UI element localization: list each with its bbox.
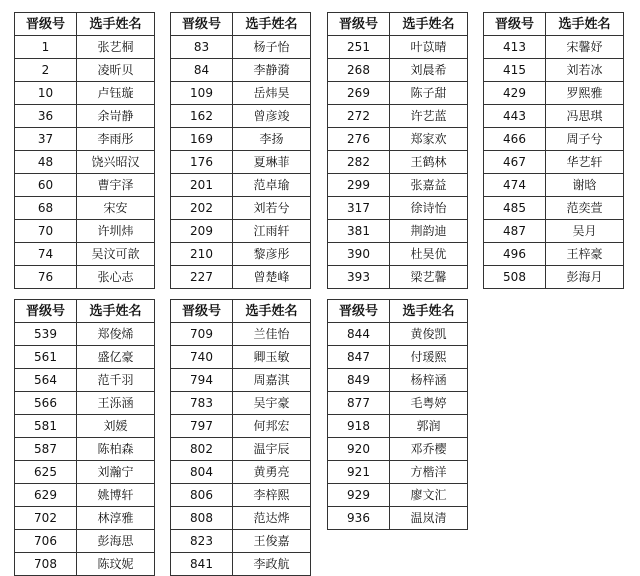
rank-number-cell: 485 bbox=[484, 197, 546, 220]
contestant-name-cell: 黄勇亮 bbox=[233, 461, 311, 484]
contestant-name-cell: 范卓瑜 bbox=[233, 174, 311, 197]
contestant-name-cell: 李扬 bbox=[233, 128, 311, 151]
rank-number-cell: 443 bbox=[484, 105, 546, 128]
contestant-name-cell: 刘若冰 bbox=[546, 59, 624, 82]
rank-number-cell: 269 bbox=[328, 82, 390, 105]
rank-number-cell: 794 bbox=[171, 369, 233, 392]
rank-number-cell: 390 bbox=[328, 243, 390, 266]
table-row bbox=[484, 128, 624, 151]
contestant-name-cell: 谢晗 bbox=[546, 174, 624, 197]
rank-number-cell: 74 bbox=[15, 243, 77, 266]
contestant-name-cell: 兰佳怡 bbox=[233, 323, 311, 346]
rank-number-cell: 877 bbox=[328, 392, 390, 415]
table-row bbox=[15, 59, 155, 82]
contestant-name-cell: 李政航 bbox=[233, 553, 311, 576]
rank-number-cell: 566 bbox=[15, 392, 77, 415]
table-row bbox=[328, 105, 468, 128]
table-row bbox=[328, 415, 468, 438]
rank-number-cell: 209 bbox=[171, 220, 233, 243]
table-row bbox=[171, 36, 311, 59]
contestant-name-cell: 李梓熙 bbox=[233, 484, 311, 507]
table-row bbox=[171, 59, 311, 82]
header-contestant-name: 选手姓名 bbox=[546, 13, 624, 36]
table-row bbox=[15, 530, 155, 553]
rank-number-cell: 76 bbox=[15, 266, 77, 289]
contestant-name-cell: 许圳炜 bbox=[77, 220, 155, 243]
contestant-name-cell: 凌昕贝 bbox=[77, 59, 155, 82]
table-row bbox=[171, 484, 311, 507]
rank-number-cell: 740 bbox=[171, 346, 233, 369]
rank-number-cell: 10 bbox=[15, 82, 77, 105]
table-row bbox=[15, 197, 155, 220]
table-header-row bbox=[328, 300, 468, 323]
contestant-name-cell: 李雨彤 bbox=[77, 128, 155, 151]
results-table-7 bbox=[327, 299, 468, 530]
rank-number-cell: 276 bbox=[328, 128, 390, 151]
rank-number-cell: 806 bbox=[171, 484, 233, 507]
table-header-row bbox=[328, 13, 468, 36]
table-row bbox=[328, 346, 468, 369]
rank-number-cell: 169 bbox=[171, 128, 233, 151]
contestant-name-cell: 黄俊凯 bbox=[390, 323, 468, 346]
contestant-name-cell: 叶苡晴 bbox=[390, 36, 468, 59]
table-row bbox=[484, 220, 624, 243]
header-rank-number: 晋级号 bbox=[171, 300, 233, 323]
contestant-name-cell: 郑俊烯 bbox=[77, 323, 155, 346]
rank-number-cell: 429 bbox=[484, 82, 546, 105]
rank-number-cell: 496 bbox=[484, 243, 546, 266]
contestant-name-cell: 陈子甜 bbox=[390, 82, 468, 105]
rank-number-cell: 176 bbox=[171, 151, 233, 174]
table-row bbox=[15, 369, 155, 392]
table-row bbox=[328, 36, 468, 59]
rank-number-cell: 201 bbox=[171, 174, 233, 197]
table-row bbox=[15, 174, 155, 197]
rank-number-cell: 48 bbox=[15, 151, 77, 174]
header-rank-number: 晋级号 bbox=[484, 13, 546, 36]
rank-number-cell: 629 bbox=[15, 484, 77, 507]
table-header-row bbox=[15, 13, 155, 36]
rank-number-cell: 466 bbox=[484, 128, 546, 151]
table-row bbox=[15, 243, 155, 266]
table-row bbox=[328, 438, 468, 461]
table-row bbox=[171, 243, 311, 266]
contestant-name-cell: 岳炜昊 bbox=[233, 82, 311, 105]
table-header-row bbox=[15, 300, 155, 323]
table-row bbox=[171, 553, 311, 576]
contestant-name-cell: 卿玉敏 bbox=[233, 346, 311, 369]
rank-number-cell: 162 bbox=[171, 105, 233, 128]
contestant-name-cell: 付瑗熙 bbox=[390, 346, 468, 369]
contestant-name-cell: 宋安 bbox=[77, 197, 155, 220]
contestant-name-cell: 张艺桐 bbox=[77, 36, 155, 59]
table-row bbox=[171, 151, 311, 174]
rank-number-cell: 413 bbox=[484, 36, 546, 59]
rank-number-cell: 564 bbox=[15, 369, 77, 392]
rank-number-cell: 808 bbox=[171, 507, 233, 530]
rank-number-cell: 299 bbox=[328, 174, 390, 197]
rank-number-cell: 844 bbox=[328, 323, 390, 346]
contestant-name-cell: 江雨轩 bbox=[233, 220, 311, 243]
contestant-name-cell: 温宇辰 bbox=[233, 438, 311, 461]
rank-number-cell: 929 bbox=[328, 484, 390, 507]
rank-number-cell: 60 bbox=[15, 174, 77, 197]
table-row bbox=[15, 105, 155, 128]
contestant-name-cell: 刘瀚宁 bbox=[77, 461, 155, 484]
table-row bbox=[328, 507, 468, 530]
contestant-name-cell: 林淳雅 bbox=[77, 507, 155, 530]
table-row bbox=[171, 323, 311, 346]
table-row bbox=[15, 392, 155, 415]
contestant-name-cell: 周子兮 bbox=[546, 128, 624, 151]
rank-number-cell: 841 bbox=[171, 553, 233, 576]
contestant-name-cell: 王俊嘉 bbox=[233, 530, 311, 553]
table-row bbox=[171, 174, 311, 197]
header-contestant-name: 选手姓名 bbox=[233, 13, 311, 36]
table-row bbox=[15, 553, 155, 576]
rank-number-cell: 251 bbox=[328, 36, 390, 59]
rank-number-cell: 847 bbox=[328, 346, 390, 369]
rank-number-cell: 202 bbox=[171, 197, 233, 220]
header-contestant-name: 选手姓名 bbox=[390, 13, 468, 36]
contestant-name-cell: 杨子怡 bbox=[233, 36, 311, 59]
rank-number-cell: 539 bbox=[15, 323, 77, 346]
rank-number-cell: 804 bbox=[171, 461, 233, 484]
rank-number-cell: 561 bbox=[15, 346, 77, 369]
rank-number-cell: 849 bbox=[328, 369, 390, 392]
table-row bbox=[15, 323, 155, 346]
contestant-name-cell: 荆韵迪 bbox=[390, 220, 468, 243]
contestant-name-cell: 毛粤婷 bbox=[390, 392, 468, 415]
header-contestant-name: 选手姓名 bbox=[77, 13, 155, 36]
rank-number-cell: 317 bbox=[328, 197, 390, 220]
rank-number-cell: 393 bbox=[328, 266, 390, 289]
rank-number-cell: 210 bbox=[171, 243, 233, 266]
rank-number-cell: 268 bbox=[328, 59, 390, 82]
table-row bbox=[15, 82, 155, 105]
contestant-name-cell: 张心志 bbox=[77, 266, 155, 289]
contestant-name-cell: 廖文汇 bbox=[390, 484, 468, 507]
contestant-name-cell: 范千羽 bbox=[77, 369, 155, 392]
table-row bbox=[484, 197, 624, 220]
rank-number-cell: 797 bbox=[171, 415, 233, 438]
rank-number-cell: 272 bbox=[328, 105, 390, 128]
table-row bbox=[328, 461, 468, 484]
contestant-name-cell: 郑家欢 bbox=[390, 128, 468, 151]
table-row bbox=[15, 128, 155, 151]
results-table-2 bbox=[170, 12, 311, 289]
contestant-name-cell: 范达烨 bbox=[233, 507, 311, 530]
table-row bbox=[15, 151, 155, 174]
header-contestant-name: 选手姓名 bbox=[77, 300, 155, 323]
rank-number-cell: 2 bbox=[15, 59, 77, 82]
contestant-name-cell: 王梓豪 bbox=[546, 243, 624, 266]
table-row bbox=[15, 346, 155, 369]
table-row bbox=[171, 392, 311, 415]
rank-number-cell: 70 bbox=[15, 220, 77, 243]
rank-number-cell: 581 bbox=[15, 415, 77, 438]
header-contestant-name: 选手姓名 bbox=[233, 300, 311, 323]
contestant-name-cell: 王泺涵 bbox=[77, 392, 155, 415]
table-header-row bbox=[484, 13, 624, 36]
table-row bbox=[328, 82, 468, 105]
contestant-name-cell: 饶兴昭汉 bbox=[77, 151, 155, 174]
table-row bbox=[484, 151, 624, 174]
contestant-name-cell: 范奕萱 bbox=[546, 197, 624, 220]
rank-number-cell: 709 bbox=[171, 323, 233, 346]
contestant-name-cell: 曹宇泽 bbox=[77, 174, 155, 197]
contestant-name-cell: 吴月 bbox=[546, 220, 624, 243]
contestant-name-cell: 冯思琪 bbox=[546, 105, 624, 128]
contestant-name-cell: 卢钰璇 bbox=[77, 82, 155, 105]
contestant-name-cell: 张嘉益 bbox=[390, 174, 468, 197]
results-table-5 bbox=[14, 299, 155, 576]
table-row bbox=[15, 507, 155, 530]
table-row bbox=[328, 151, 468, 174]
header-rank-number: 晋级号 bbox=[328, 13, 390, 36]
rank-number-cell: 487 bbox=[484, 220, 546, 243]
rank-number-cell: 381 bbox=[328, 220, 390, 243]
contestant-name-cell: 刘媛 bbox=[77, 415, 155, 438]
table-row bbox=[328, 266, 468, 289]
table-row bbox=[171, 346, 311, 369]
rank-number-cell: 37 bbox=[15, 128, 77, 151]
table-row bbox=[171, 266, 311, 289]
rank-number-cell: 625 bbox=[15, 461, 77, 484]
table-row bbox=[171, 507, 311, 530]
rank-number-cell: 936 bbox=[328, 507, 390, 530]
table-row bbox=[328, 369, 468, 392]
table-row bbox=[171, 438, 311, 461]
contestant-name-cell: 黎彦彤 bbox=[233, 243, 311, 266]
rank-number-cell: 1 bbox=[15, 36, 77, 59]
table-row bbox=[15, 415, 155, 438]
contestant-name-cell: 余岢静 bbox=[77, 105, 155, 128]
table-row bbox=[171, 369, 311, 392]
table-row bbox=[171, 415, 311, 438]
contestant-name-cell: 彭海月 bbox=[546, 266, 624, 289]
contestant-name-cell: 刘晨希 bbox=[390, 59, 468, 82]
results-table-3 bbox=[327, 12, 468, 289]
contestant-name-cell: 吴宇豪 bbox=[233, 392, 311, 415]
rank-number-cell: 227 bbox=[171, 266, 233, 289]
table-row bbox=[15, 461, 155, 484]
table-row bbox=[484, 105, 624, 128]
table-row bbox=[328, 323, 468, 346]
rank-number-cell: 706 bbox=[15, 530, 77, 553]
table-row bbox=[15, 266, 155, 289]
rank-number-cell: 921 bbox=[328, 461, 390, 484]
table-row bbox=[171, 220, 311, 243]
table-row bbox=[15, 36, 155, 59]
contestant-name-cell: 郭润 bbox=[390, 415, 468, 438]
results-table-6 bbox=[170, 299, 311, 576]
contestant-name-cell: 何邦宏 bbox=[233, 415, 311, 438]
header-rank-number: 晋级号 bbox=[328, 300, 390, 323]
contestant-name-cell: 温岚清 bbox=[390, 507, 468, 530]
contestant-name-cell: 陈柏森 bbox=[77, 438, 155, 461]
table-row bbox=[484, 36, 624, 59]
rank-number-cell: 702 bbox=[15, 507, 77, 530]
rank-number-cell: 83 bbox=[171, 36, 233, 59]
table-row bbox=[171, 461, 311, 484]
rank-number-cell: 802 bbox=[171, 438, 233, 461]
rank-number-cell: 708 bbox=[15, 553, 77, 576]
rank-number-cell: 36 bbox=[15, 105, 77, 128]
contestant-name-cell: 宋馨妤 bbox=[546, 36, 624, 59]
results-table-4 bbox=[483, 12, 624, 289]
table-row bbox=[171, 530, 311, 553]
contestant-name-cell: 周嘉淇 bbox=[233, 369, 311, 392]
table-row bbox=[15, 438, 155, 461]
table-row bbox=[328, 59, 468, 82]
contestant-name-cell: 李静漪 bbox=[233, 59, 311, 82]
contestant-name-cell: 徐诗怡 bbox=[390, 197, 468, 220]
table-row bbox=[328, 392, 468, 415]
contestant-name-cell: 陈玟妮 bbox=[77, 553, 155, 576]
table-row bbox=[171, 128, 311, 151]
rank-number-cell: 474 bbox=[484, 174, 546, 197]
rank-number-cell: 282 bbox=[328, 151, 390, 174]
table-row bbox=[328, 174, 468, 197]
contestant-name-cell: 曾彦竣 bbox=[233, 105, 311, 128]
contestant-name-cell: 王鹤林 bbox=[390, 151, 468, 174]
contestant-name-cell: 夏琳菲 bbox=[233, 151, 311, 174]
table-row bbox=[328, 243, 468, 266]
rank-number-cell: 783 bbox=[171, 392, 233, 415]
contestant-name-cell: 曾楚峰 bbox=[233, 266, 311, 289]
rank-number-cell: 508 bbox=[484, 266, 546, 289]
header-rank-number: 晋级号 bbox=[171, 13, 233, 36]
table-row bbox=[328, 220, 468, 243]
contestant-name-cell: 方楷洋 bbox=[390, 461, 468, 484]
contestant-name-cell: 盛亿豪 bbox=[77, 346, 155, 369]
table-row bbox=[328, 484, 468, 507]
rank-number-cell: 415 bbox=[484, 59, 546, 82]
contestant-name-cell: 梁艺馨 bbox=[390, 266, 468, 289]
rank-number-cell: 918 bbox=[328, 415, 390, 438]
table-row bbox=[15, 484, 155, 507]
contestant-name-cell: 刘若兮 bbox=[233, 197, 311, 220]
header-rank-number: 晋级号 bbox=[15, 13, 77, 36]
table-row bbox=[484, 59, 624, 82]
table-row bbox=[171, 197, 311, 220]
results-table-1 bbox=[14, 12, 155, 289]
contestant-name-cell: 罗熙雅 bbox=[546, 82, 624, 105]
table-row bbox=[171, 82, 311, 105]
header-rank-number: 晋级号 bbox=[15, 300, 77, 323]
contestant-name-cell: 杜昊优 bbox=[390, 243, 468, 266]
rank-number-cell: 467 bbox=[484, 151, 546, 174]
contestant-name-cell: 许艺蓝 bbox=[390, 105, 468, 128]
rank-number-cell: 84 bbox=[171, 59, 233, 82]
rank-number-cell: 109 bbox=[171, 82, 233, 105]
contestant-name-cell: 华艺轩 bbox=[546, 151, 624, 174]
contestant-name-cell: 姚博轩 bbox=[77, 484, 155, 507]
rank-number-cell: 68 bbox=[15, 197, 77, 220]
rank-number-cell: 587 bbox=[15, 438, 77, 461]
contestant-name-cell: 杨梓涵 bbox=[390, 369, 468, 392]
table-row bbox=[484, 243, 624, 266]
table-row bbox=[484, 174, 624, 197]
table-header-row bbox=[171, 13, 311, 36]
rank-number-cell: 920 bbox=[328, 438, 390, 461]
table-row bbox=[328, 128, 468, 151]
table-row bbox=[15, 220, 155, 243]
table-row bbox=[484, 82, 624, 105]
contestant-name-cell: 吴汶可歆 bbox=[77, 243, 155, 266]
table-row bbox=[328, 197, 468, 220]
contestant-name-cell: 彭海思 bbox=[77, 530, 155, 553]
table-row bbox=[484, 266, 624, 289]
header-contestant-name: 选手姓名 bbox=[390, 300, 468, 323]
table-header-row bbox=[171, 300, 311, 323]
rank-number-cell: 823 bbox=[171, 530, 233, 553]
contestant-name-cell: 邓乔樱 bbox=[390, 438, 468, 461]
table-row bbox=[171, 105, 311, 128]
